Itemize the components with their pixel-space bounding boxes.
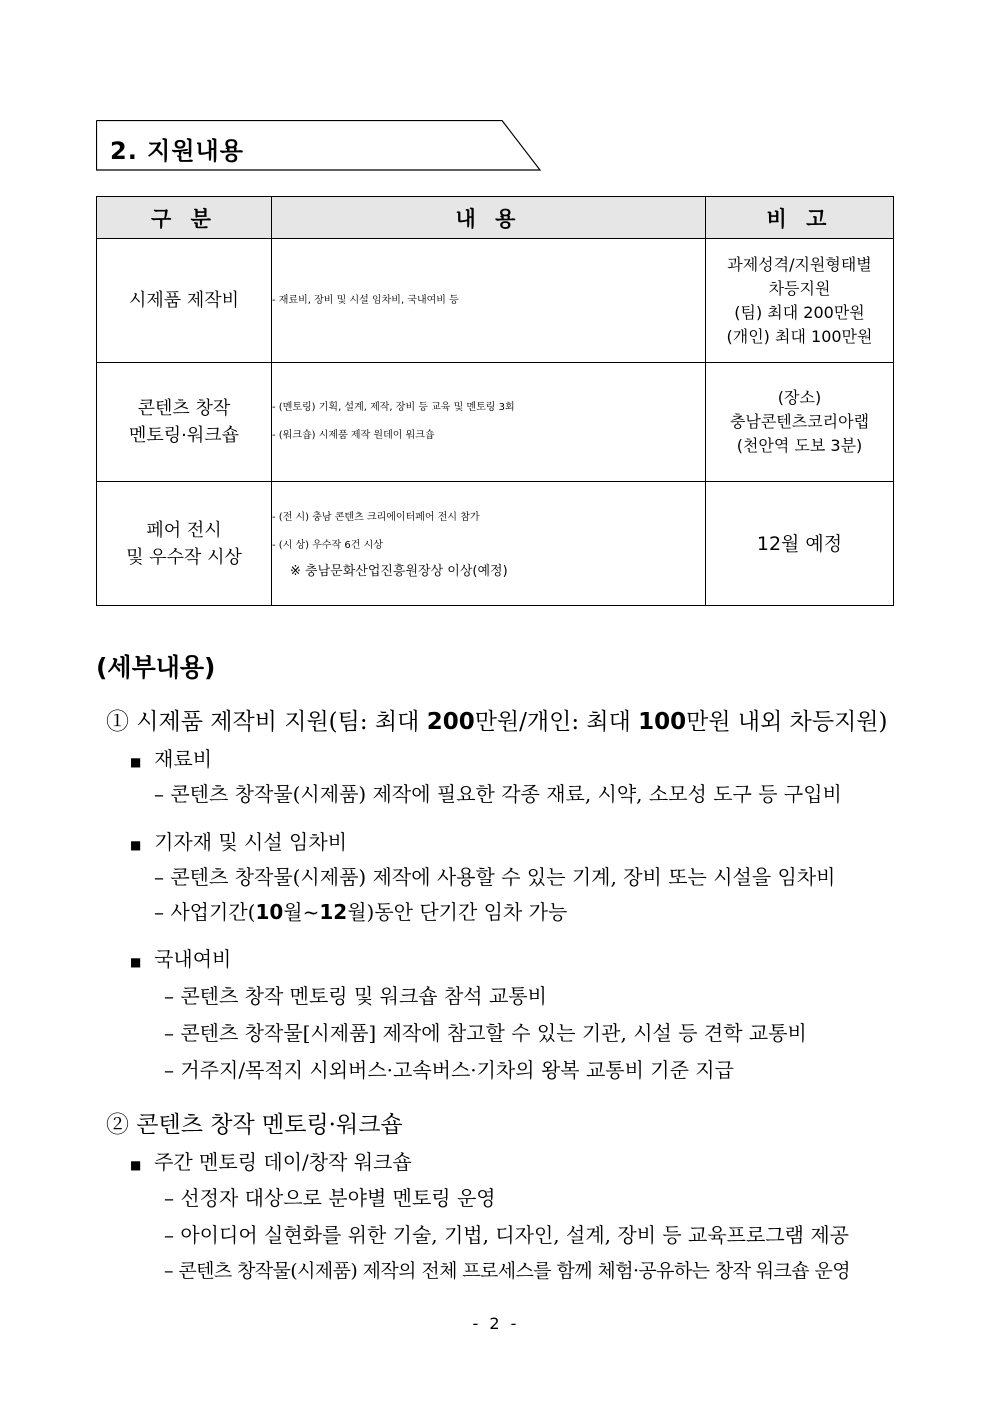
page-number: - 2 -	[472, 1314, 520, 1333]
detail-line: – 거주지/목적지 시외버스·고속버스·기차의 왕복 교통비 기준 지급	[164, 1058, 734, 1082]
note-cell	[706, 239, 894, 363]
note-line: 차등지원	[768, 278, 831, 298]
content-line: - (시 상) 우수작 6건 시상	[272, 539, 383, 551]
header-note: 비 고	[706, 197, 894, 239]
category-cell	[97, 239, 272, 363]
detail-line: – 콘텐츠 창작 멘토링 및 워크숍 참석 교통비	[164, 984, 547, 1008]
bullet-item	[130, 943, 231, 972]
header-content: 내 용	[272, 197, 706, 239]
table-row	[97, 239, 894, 363]
table-row	[97, 363, 894, 482]
support-table	[96, 196, 894, 606]
detail-line: – 콘텐츠 창작물[시제품] 제작에 참고할 수 있는 기관, 시설 등 견학 교통비	[164, 1021, 807, 1045]
square-bullet-icon: ■	[130, 1158, 142, 1172]
note-line: (개인) 최대 100만원	[726, 326, 873, 346]
detail-line	[154, 896, 567, 925]
detail-heading: (세부내용)	[96, 653, 216, 682]
detail-line-part: – 사업기간(	[154, 900, 256, 924]
section-title-box	[96, 120, 540, 170]
detail-line: – 콘텐츠 창작물(시제품) 제작의 전체 프로세스를 함께 체험·공유하는 창작 워크숍 운영	[164, 1260, 850, 1282]
category-line: 멘토링·워크숍	[128, 425, 240, 446]
detail-line-part: 월)동안 단기간 임차 가능	[347, 900, 568, 924]
item1-title-amount: 100	[638, 709, 687, 735]
section-title: 2. 지원내용	[110, 137, 244, 165]
table-row	[97, 482, 894, 606]
detail-line-number: 12	[319, 900, 348, 924]
note-line: (장소)	[777, 388, 822, 407]
note-line: (천안역 도보 3분)	[736, 436, 863, 455]
bullet-label: 기자재 및 시설 임차비	[154, 830, 348, 854]
note-line: 충남콘텐츠코리아랩	[729, 412, 870, 431]
category-line: 시제품 제작비	[128, 290, 240, 311]
square-bullet-icon: ■	[130, 955, 142, 969]
item1-title-part: ① 시제품 제작비 지원(팀: 최대	[106, 709, 427, 735]
item1-title	[106, 703, 888, 736]
detail-line-number: 10	[255, 900, 284, 924]
detail-line: – 선정자 대상으로 분야별 멘토링 운영	[164, 1186, 496, 1210]
detail-line: – 아이디어 실현화를 위한 기술, 기법, 디자인, 설계, 장비 등 교육프로그램 제공	[164, 1223, 849, 1247]
bullet-item	[130, 743, 212, 772]
item1-title-part: 만원/개인: 최대	[474, 709, 639, 735]
bullet-item	[130, 826, 347, 855]
item2-title: ② 콘텐츠 창작 멘토링·워크숍	[106, 1112, 403, 1138]
content-line: - 재료비, 장비 및 시설 임차비, 국내여비 등	[272, 294, 459, 306]
category-line: 콘텐츠 창작	[137, 398, 231, 419]
content-line: - (전 시) 충남 콘텐츠 크리에이터페어 전시 참가	[272, 511, 480, 523]
item1-title-amount: 200	[426, 709, 475, 735]
category-line: 페어 전시	[146, 519, 222, 541]
content-footnote: ※ 충남문화산업진흥원장상 이상(예정)	[290, 563, 508, 579]
content-cell	[272, 482, 706, 606]
content-cell	[272, 363, 706, 482]
note-line: (팀) 최대 200만원	[734, 302, 865, 322]
note-cell	[706, 482, 894, 606]
square-bullet-icon: ■	[130, 755, 142, 769]
detail-line: – 콘텐츠 창작물(시제품) 제작에 필요한 각종 재료, 시약, 소모성 도구 등 구입비	[154, 782, 842, 806]
bullet-label: 재료비	[154, 747, 213, 771]
note-line: 12월 예정	[756, 532, 843, 555]
bullet-label: 국내여비	[154, 947, 232, 971]
item1-title-part: 만원 내외 차등지원)	[686, 709, 888, 735]
square-bullet-icon: ■	[130, 838, 142, 852]
content-line: - (멘토링) 기획, 설계, 제작, 장비 등 교육 및 멘토링 3회	[272, 402, 515, 413]
category-line: 및 우수작 시상	[126, 546, 242, 568]
category-cell	[97, 363, 272, 482]
bullet-label: 주간 멘토링 데이/창작 워크숍	[154, 1150, 412, 1174]
content-line: - (워크숍) 시제품 제작 원데이 워크숍	[272, 430, 435, 441]
table-header-row	[97, 197, 894, 239]
detail-line: – 콘텐츠 창작물(시제품) 제작에 사용할 수 있는 기계, 장비 또는 시설을 임차비	[154, 865, 836, 889]
detail-line-part: 월~	[283, 900, 320, 924]
header-category: 구 분	[97, 197, 272, 239]
note-cell	[706, 363, 894, 482]
bullet-item	[130, 1146, 412, 1175]
category-cell	[97, 482, 272, 606]
note-line: 과제성격/지원형태별	[727, 254, 872, 274]
content-cell	[272, 239, 706, 363]
